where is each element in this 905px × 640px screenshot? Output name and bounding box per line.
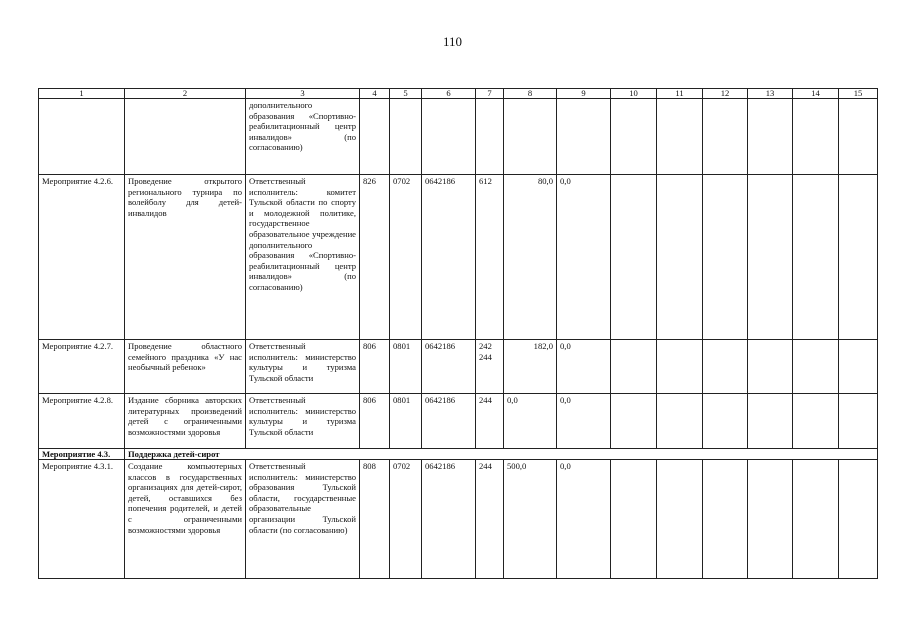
section-code-cell [390,99,422,175]
empty-cell [611,460,657,579]
empty-cell [748,394,793,449]
expense-type-cell: 244 [476,460,504,579]
empty-cell [748,460,793,579]
section-label: Мероприятие 4.3. [39,449,125,460]
grbs-cell: 826 [360,175,390,340]
empty-cell [748,340,793,394]
event-name-cell: Проведение областного семейного праздника «У нас необычный ребенок» [125,340,246,394]
executor-cell: Ответственный исполнитель: министерство образования Тульской области, государственные образовательные организации Тульской области (по согласованию) [246,460,360,579]
empty-cell [839,460,878,579]
column-number-row [39,89,878,99]
empty-cell [793,175,839,340]
amount-cell: 0,0 [557,340,611,394]
col-header: 4 [360,89,390,99]
empty-cell [657,99,703,175]
empty-cell [611,394,657,449]
col-header: 11 [657,89,703,99]
amount-cell: 80,0 [504,175,557,340]
empty-cell [748,99,793,175]
event-name-cell: Проведение открытого регионального турнира по волейболу для детей-инвалидов [125,175,246,340]
col-header: 7 [476,89,504,99]
executor-cell: Ответственный исполнитель: министерство культуры и туризма Тульской области [246,394,360,449]
section-row [39,449,878,460]
empty-cell [657,394,703,449]
table-row [39,175,878,340]
empty-cell [839,394,878,449]
empty-cell [703,99,748,175]
col-header: 9 [557,89,611,99]
expense-type-cell: 612 [476,175,504,340]
empty-cell [703,460,748,579]
target-code-cell: 0642186 [422,394,476,449]
empty-cell [611,99,657,175]
col-header: 15 [839,89,878,99]
table-row [39,460,878,579]
empty-cell [611,175,657,340]
col-header: 6 [422,89,476,99]
table-row [39,340,878,394]
event-id-cell: Мероприятие 4.2.6. [39,175,125,340]
executor-cell: Ответственный исполнитель: комитет Тульской области по спорту и молодежной политике, государственное образовательное учреждение дополнительного образования «Спортивно-реабилитационный центр инвалидов» (по согласованию) [246,175,360,340]
empty-cell [793,340,839,394]
expense-type-cell [476,99,504,175]
amount-cell: 0,0 [504,394,557,449]
col-header: 14 [793,89,839,99]
amount-cell: 0,0 [557,175,611,340]
event-id-cell: Мероприятие 4.3.1. [39,460,125,579]
expense-type-cell: 242 244 [476,340,504,394]
empty-cell [703,394,748,449]
col-header: 12 [703,89,748,99]
col-header: 10 [611,89,657,99]
empty-cell [839,99,878,175]
section-code-cell: 0801 [390,340,422,394]
col-header: 2 [125,89,246,99]
amount-cell: 0,0 [557,394,611,449]
empty-cell [839,340,878,394]
amount-cell: 500,0 [504,460,557,579]
target-code-cell: 0642186 [422,460,476,579]
empty-cell [703,175,748,340]
event-name-cell: Создание компьютерных классов в государственных организациях для детей-сирот, детей, оставшихся без попечения родителей, и детей с ограниченными возможностями здоровья [125,460,246,579]
table-row [39,394,878,449]
empty-cell [748,175,793,340]
section-code-cell: 0702 [390,460,422,579]
executor-cell: Ответственный исполнитель: министерство культуры и туризма Тульской области [246,340,360,394]
amount-cell: 0,0 [557,460,611,579]
page-number: 110 [442,34,463,49]
budget-table [38,88,878,579]
col-header: 13 [748,89,793,99]
empty-cell [839,175,878,340]
empty-cell [657,340,703,394]
amount-cell: 182,0 [504,340,557,394]
grbs-cell [360,99,390,175]
empty-cell [793,394,839,449]
event-id-cell [39,99,125,175]
empty-cell [793,99,839,175]
col-header: 8 [504,89,557,99]
empty-cell [611,340,657,394]
section-title: Поддержка детей-сирот [125,449,878,460]
grbs-cell: 806 [360,340,390,394]
section-code-cell: 0801 [390,394,422,449]
event-id-cell: Мероприятие 4.2.7. [39,340,125,394]
target-code-cell: 0642186 [422,340,476,394]
target-code-cell [422,99,476,175]
empty-cell [703,340,748,394]
event-name-cell: Издание сборника авторских литературных произведений детей с ограниченными возможностями здоровья [125,394,246,449]
amount-cell [504,99,557,175]
empty-cell [657,460,703,579]
executor-cell: дополнительного образования «Спортивно-реабилитационный центр инвалидов» (по согласованию) [246,99,360,175]
event-name-cell [125,99,246,175]
col-header: 1 [39,89,125,99]
event-id-cell: Мероприятие 4.2.8. [39,394,125,449]
col-header: 5 [390,89,422,99]
target-code-cell: 0642186 [422,175,476,340]
expense-type-cell: 244 [476,394,504,449]
grbs-cell: 806 [360,394,390,449]
section-code-cell: 0702 [390,175,422,340]
table-row [39,99,878,175]
empty-cell [793,460,839,579]
col-header: 3 [246,89,360,99]
grbs-cell: 808 [360,460,390,579]
amount-cell [557,99,611,175]
empty-cell [657,175,703,340]
